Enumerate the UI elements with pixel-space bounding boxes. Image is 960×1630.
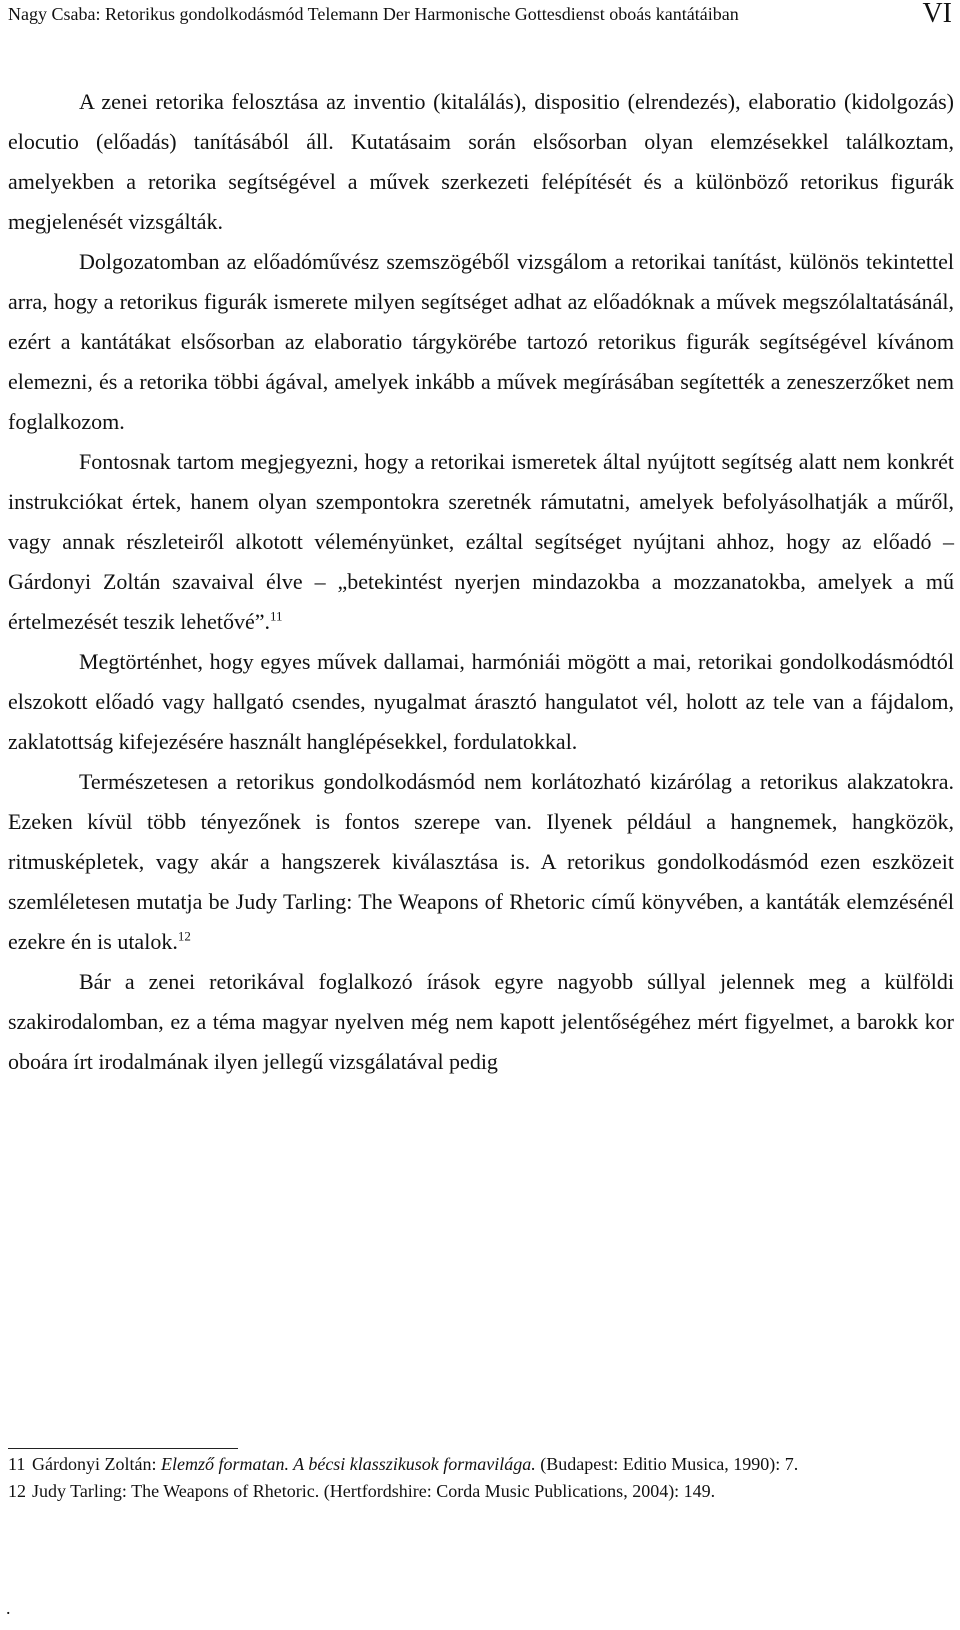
footnote (8, 1479, 948, 1504)
text-run: Gárdonyi Zoltán: (32, 1454, 161, 1474)
footnote-reference[interactable]: 11 (270, 608, 283, 624)
footnote-number: 12 (8, 1481, 26, 1501)
page-header (0, 0, 960, 40)
body-text (8, 82, 954, 1082)
paragraph (8, 762, 954, 962)
text-run: Természetesen a retorikus gondolkodásmód nem korlátozható kizárólag a retorikus alakzatokra. Ezeken kívül több tényezőnek is fontos szerepe van. Ilyenek például a hangnemek, hangközök, ritmusképletek, vagy akár a hangszerek kiválasztása is. A retorikus gondolkodásmód ezen eszközeit szemléletesen mutatja be Judy Tarling: The Weapons of Rhetoric című könyvében, a kantáták elemzésénél ezekre én is utalok. (8, 769, 954, 954)
paragraph (8, 82, 954, 242)
running-title: Nagy Csaba: Retorikus gondolkodásmód Telemann Der Harmonische Gottesdienst oboás kantátáiban (8, 4, 739, 24)
paragraph (8, 242, 954, 442)
page-number: VI (922, 0, 952, 29)
stray-mark: . (6, 1598, 11, 1618)
paragraph (8, 642, 954, 762)
paragraph (8, 442, 954, 642)
text-run: Judy Tarling: The Weapons of Rhetoric. (Hertfordshire: Corda Music Publications, 2004): 149. (32, 1481, 716, 1501)
footnote (8, 1452, 948, 1477)
footnotes (8, 1452, 948, 1506)
footnote-reference[interactable]: 12 (177, 928, 191, 944)
paragraph (8, 962, 954, 1082)
text-run: Bár a zenei retorikával foglalkozó írások egyre nagyobb súllyal jelennek meg a külföldi szakirodalomban, ez a téma magyar nyelven még nem kapott jelentőségéhez mért figyelmet, a barokk kor oboára írt irodalmának ilyen jellegű vizsgálatával pedig (8, 969, 954, 1074)
text-run: Dolgozatomban az előadóművész szemszögéből vizsgálom a retorikai tanítást, különös tekintettel arra, hogy a retorikus figurák ismerete milyen segítséget adhat az előadóknak a művek megszólaltatásánál, ezért a kantátákat elsősorban az elaboratio tárgykörébe tartozó retorikus figurák segítségével kívánom elemezni, és a retorika többi ágával, amelyek inkább a művek megírásában segítették a zeneszerzőket nem foglalkozom. (8, 249, 954, 434)
text-run: Megtörténhet, hogy egyes művek dallamai, harmóniái mögött a mai, retorikai gondolkodásmódtól elszokott előadó vagy hallgató csendes, nyugalmat árasztó hangulatot vél, holott az tele van a fájdalom, zaklatottság kifejezésére használt hanglépésekkel, fordulatokkal. (8, 649, 954, 754)
text-run: (Budapest: Editio Musica, 1990): 7. (535, 1454, 799, 1474)
text-run: Fontosnak tartom megjegyezni, hogy a retorikai ismeretek által nyújtott segítség alatt nem konkrét instrukciókat értek, hanem olyan szempontokra szeretnék rámutatni, amelyek befolyásolhatják a műről, vagy annak részleteiről alkotott véleményünket, ezáltal segítséget nyújtani ahhoz, hogy az előadó – Gárdonyi Zoltán szavaival élve – „betekintést nyerjen mindazokba a mozzanatokba, amelyek a mű értelmezését teszik lehetővé”. (8, 449, 954, 634)
footnote-number: 11 (8, 1454, 26, 1474)
italic-title: Elemző formatan. A bécsi klasszikusok formavilága. (160, 1454, 536, 1474)
footnote-divider (8, 1448, 238, 1449)
text-run: A zenei retorika felosztása az inventio (kitalálás), dispositio (elrendezés), elaboratio (kidolgozás) elocutio (előadás) tanításából áll. Kutatásaim során elsősorban olyan elemzésekkel találkoztam, amelyekben a retorika segítségével a művek szerkezeti felépítését és a különböző retorikus figurák megjelenését vizsgálták. (8, 89, 954, 234)
